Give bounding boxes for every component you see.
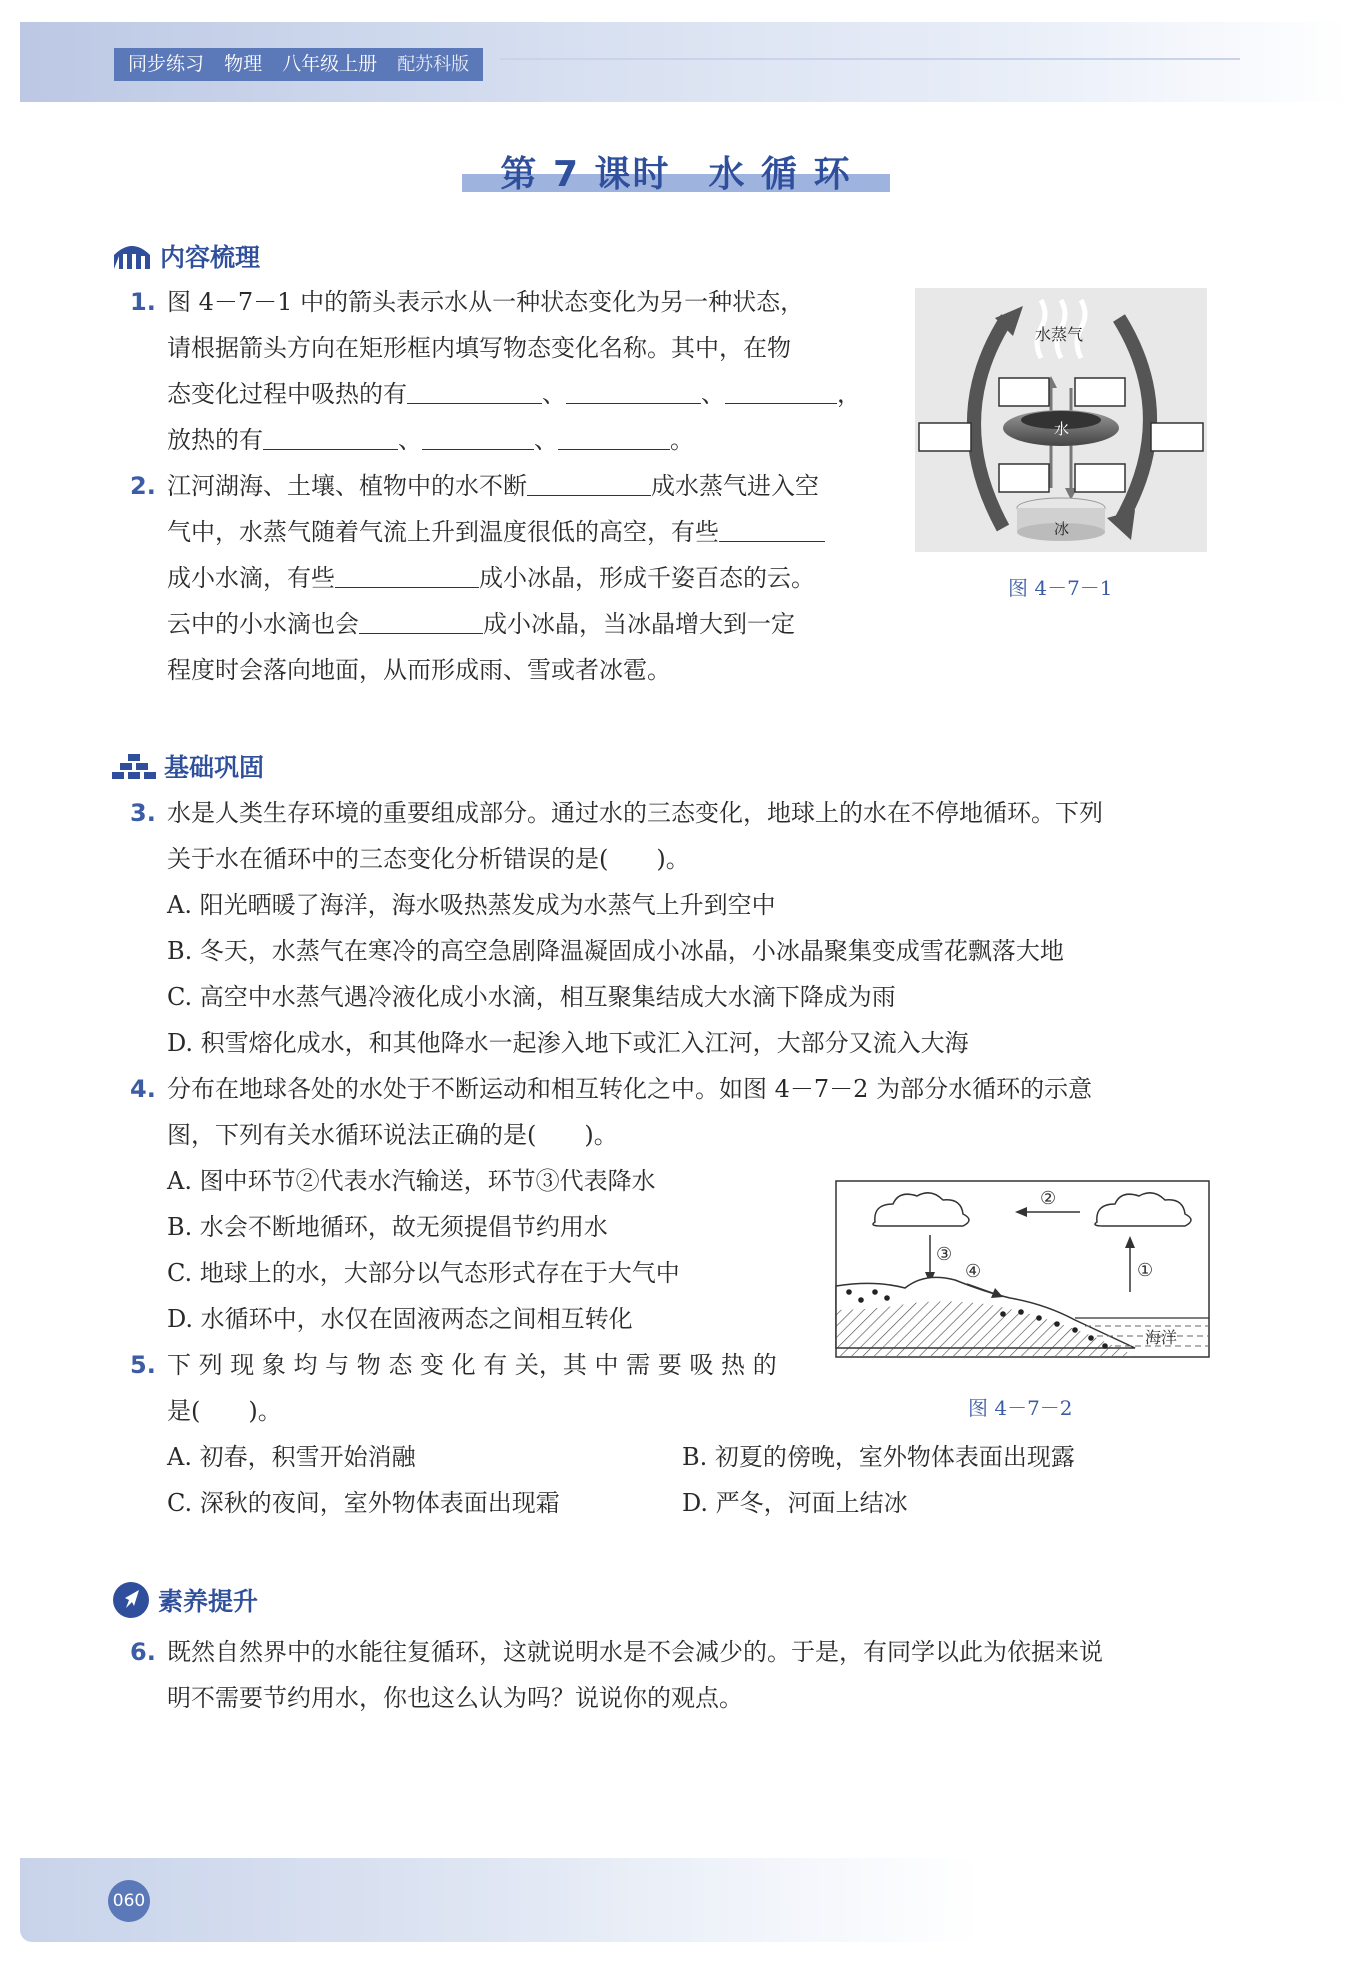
q1-line2: 请根据箭头方向在矩形框内填写物态变化名称。其中，在物 <box>167 334 791 362</box>
box-left <box>919 423 971 451</box>
q1-blank-6[interactable] <box>558 424 670 450</box>
q2-line1: 江河湖海、土壤、植物中的水不断 成水蒸气进入空 <box>167 472 819 500</box>
q1-line3: 态变化过程中吸热的有 、 、 ， <box>167 380 861 408</box>
q3-option-d[interactable]: D. 积雪熔化成水，和其他降水一起渗入地下或汇入江河，大部分又流入大海 <box>167 1029 969 1057</box>
q1-line1: 图 4－7－1 中的箭头表示水从一种状态变化为另一种状态， <box>167 288 805 316</box>
q6-number: 6. <box>130 1638 156 1666</box>
q3-option-b[interactable]: B. 冬天，水蒸气在寒冷的高空急剧降温凝固成小冰晶，小冰晶聚集变成雪花飘落大地 <box>167 937 1064 965</box>
q1-blank-3[interactable] <box>725 378 837 404</box>
footer-band <box>20 1858 980 1942</box>
q4-option-a[interactable]: A. 图中环节②代表水汽输送，环节③代表降水 <box>167 1167 656 1195</box>
page-number: 060 <box>108 1880 150 1922</box>
box-bottom-left <box>999 464 1049 492</box>
fig2-label-1: ① <box>1137 1260 1154 1281</box>
section-advance-heading <box>112 1580 258 1620</box>
lesson-title <box>462 146 890 198</box>
q6-line1: 既然自然界中的水能往复循环，这就说明水是不会减少的。于是，有同学以此为依据来说 <box>167 1638 1103 1666</box>
q2-line4: 云中的小水滴也会 成小冰晶，当冰晶增大到一定 <box>167 610 795 638</box>
q3-option-a[interactable]: A. 阳光晒暖了海洋，海水吸热蒸发成为水蒸气上升到空中 <box>167 891 776 919</box>
subject-label: 物理 <box>224 53 263 75</box>
section-content-heading <box>112 236 260 276</box>
q4-option-b[interactable]: B. 水会不断地循环，故无须提倡节约用水 <box>167 1213 608 1241</box>
q2-blank-1[interactable] <box>527 470 651 496</box>
fig1-water-label: 水 <box>1054 420 1070 438</box>
q1-blank-4[interactable] <box>263 424 398 450</box>
q5-option-b[interactable]: B. 初夏的傍晚，室外物体表面出现露 <box>682 1443 1075 1471</box>
q1-blank-2[interactable] <box>566 378 701 404</box>
q2-blank-2[interactable] <box>719 516 825 542</box>
q4-number: 4. <box>130 1075 156 1103</box>
q2-line3: 成小水滴，有些 成小冰晶，形成千姿百态的云。 <box>167 564 815 592</box>
q3-number: 3. <box>130 799 156 827</box>
box-top-right <box>1075 378 1125 406</box>
q4-line1: 分布在地球各处的水处于不断运动和相互转化之中。如图 4－7－2 为部分水循环的示意 <box>167 1075 1093 1103</box>
fig2-label-2: ② <box>1040 1188 1057 1209</box>
fig2-label-4: ④ <box>965 1261 982 1282</box>
state-change-diagram <box>915 288 1207 552</box>
section-basic-heading <box>112 746 264 786</box>
q2-line5: 程度时会落向地面，从而形成雨、雪或者冰雹。 <box>167 656 671 684</box>
fig1-ice-label: 冰 <box>1054 520 1070 538</box>
q5-option-c[interactable]: C. 深秋的夜间，室外物体表面出现霜 <box>167 1489 560 1517</box>
fig2-label-3: ③ <box>936 1244 953 1265</box>
q1-number: 1. <box>130 288 156 316</box>
blocks-icon <box>112 752 156 780</box>
fig2-sea-label: 海洋 <box>1145 1328 1178 1347</box>
box-top-left <box>999 378 1049 406</box>
arch-icon <box>112 241 152 271</box>
q3-line1: 水是人类生存环境的重要组成部分。通过水的三态变化，地球上的水在不停地循环。下列 <box>167 799 1103 827</box>
q5-line2: 是( )。 <box>167 1397 282 1425</box>
box-bottom-right <box>1075 464 1125 492</box>
box-right <box>1151 423 1203 451</box>
figure-4-7-1 <box>915 288 1207 552</box>
q4-option-c[interactable]: C. 地球上的水，大部分以气态形式存在于大气中 <box>167 1259 680 1287</box>
section-basic-label: 基础巩固 <box>164 753 265 782</box>
lesson-title-text: 第 7 课时 水 循 环 <box>500 154 852 195</box>
section-advance-label: 素养提升 <box>158 1587 259 1616</box>
edition-label: 配苏科版 <box>397 54 470 75</box>
q2-blank-3[interactable] <box>335 562 479 588</box>
q5-number: 5. <box>130 1351 156 1379</box>
figure-4-7-1-caption: 图 4－7－1 <box>1008 576 1113 600</box>
q5-option-d[interactable]: D. 严冬，河面上结冰 <box>682 1489 908 1517</box>
grade-label: 八年级上册 <box>282 53 378 75</box>
rocket-icon <box>112 1581 150 1619</box>
figure-4-7-2 <box>835 1180 1210 1358</box>
q2-blank-4[interactable] <box>359 608 483 634</box>
series-label: 同步练习 <box>128 53 205 75</box>
q4-line2: 图，下列有关水循环说法正确的是( )。 <box>167 1121 618 1149</box>
section-content-label: 内容梳理 <box>160 243 261 272</box>
q1-blank-5[interactable] <box>422 424 534 450</box>
q5-line1: 下 列 现 象 均 与 物 态 变 化 有 关，其 中 需 要 吸 热 的 <box>167 1351 777 1379</box>
water-cycle-diagram <box>835 1180 1210 1358</box>
q3-line2: 关于水在循环中的三态变化分析错误的是( )。 <box>167 845 690 873</box>
q4-option-d[interactable]: D. 水循环中，水仅在固液两态之间相互转化 <box>167 1305 633 1333</box>
q1-blank-1[interactable] <box>407 378 542 404</box>
q5-option-a[interactable]: A. 初春，积雪开始消融 <box>167 1443 416 1471</box>
q3-option-c[interactable]: C. 高空中水蒸气遇冷液化成小水滴，相互聚集结成大水滴下降成为雨 <box>167 983 896 1011</box>
book-header <box>114 48 483 81</box>
fig1-vapor-label: 水蒸气 <box>1035 325 1084 344</box>
q1-line4: 放热的有 、 、 。 <box>167 426 694 454</box>
header-rule <box>500 58 1240 60</box>
figure-4-7-2-caption: 图 4－7－2 <box>968 1396 1073 1420</box>
q2-line2: 气中，水蒸气随着气流上升到温度很低的高空，有些 <box>167 514 825 550</box>
q2-number: 2. <box>130 472 156 500</box>
q6-line2: 明不需要节约用水，你也这么认为吗？说说你的观点。 <box>167 1684 743 1712</box>
